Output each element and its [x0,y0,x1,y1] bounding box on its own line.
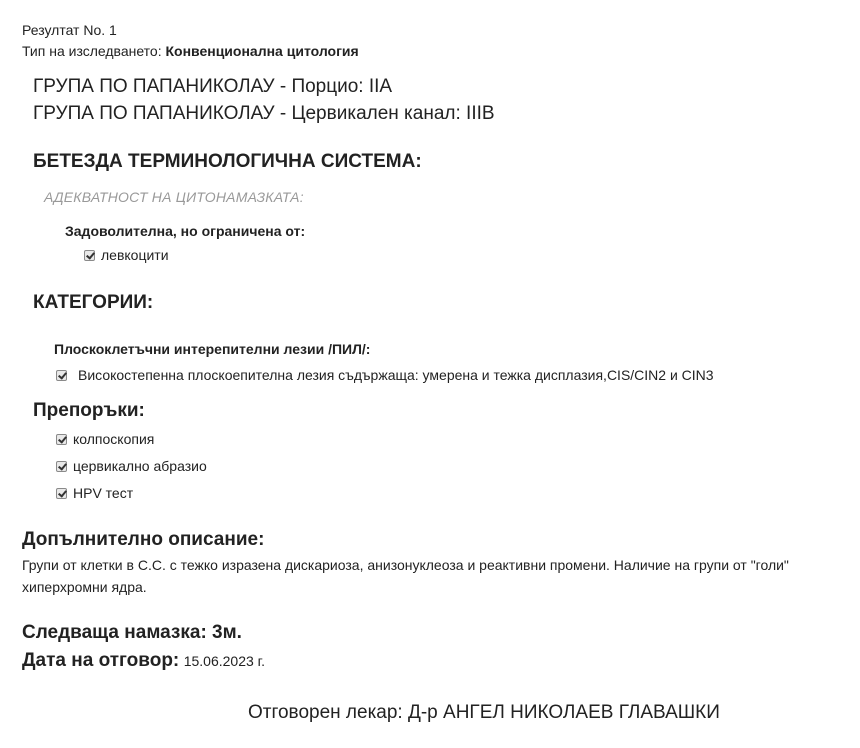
checkbox-checked-icon [56,488,67,499]
next-smear: Следваща намазка: 3м. [22,622,242,643]
exam-type-value: Конвенционална цитология [165,43,359,59]
papanicolaou-portio: ГРУПА ПО ПАПАНИКОЛАУ - Порцио: IIA [33,76,393,97]
answer-date-value: 15.06.2023 г. [183,653,265,669]
checkbox-checked-icon [56,461,67,472]
papanicolaou-cervical: ГРУПА ПО ПАПАНИКОЛАУ - Цервикален канал: IIIB [33,103,495,124]
recommendation-label: колпоскопия [73,431,155,447]
responsible-doctor: Отговорен лекар: Д-р АНГЕЛ НИКОЛАЕВ ГЛАВАШКИ [248,702,720,723]
adequacy-item [84,247,169,263]
category-item-label: Високостепенна плоскоепителна лезия съдържаща: умерена и тежка дисплазия,CIS/CIN2 и CIN3 [78,367,714,383]
additional-text-line1: Групи от клетки в С.С. с тежко изразена дискариоза, анизонуклеоза и реактивни промени. Наличие на групи от "голи" [22,557,789,573]
answer-date [22,650,265,672]
checkbox-checked-icon [84,250,95,261]
checkbox-checked-icon [56,370,67,381]
bethesda-heading: БЕТЕЗДА ТЕРМИНОЛОГИЧНА СИСТЕМА: [33,151,422,172]
exam-type [22,43,359,59]
recommendation-label: HPV тест [73,485,134,501]
categories-group-label: Плоскоклетъчни интерепителни лезии /ПИЛ/: [54,341,371,357]
category-item [56,367,714,383]
checkbox-checked-icon [56,434,67,445]
adequacy-label: Задоволителна, но ограничена от: [65,223,306,239]
result-number: Резултат No. 1 [22,22,117,38]
recommendation-item [56,458,207,474]
additional-text-line2: хиперхромни ядра. [22,579,147,595]
recommendation-item [56,431,154,447]
recommendation-item [56,485,133,501]
categories-heading: КАТЕГОРИИ: [33,292,154,313]
answer-date-label: Дата на отговор: [22,650,180,671]
additional-heading: Допълнително описание: [22,529,265,550]
adequacy-item-label: левкоцити [101,247,169,263]
adequacy-heading: АДЕКВАТНОСТ НА ЦИТОНАМАЗКАТА: [44,189,304,205]
exam-type-label: Тип на изследването: [22,43,162,59]
recommendations-heading: Препоръки: [33,400,145,421]
recommendation-label: цервикално абразио [73,458,207,474]
